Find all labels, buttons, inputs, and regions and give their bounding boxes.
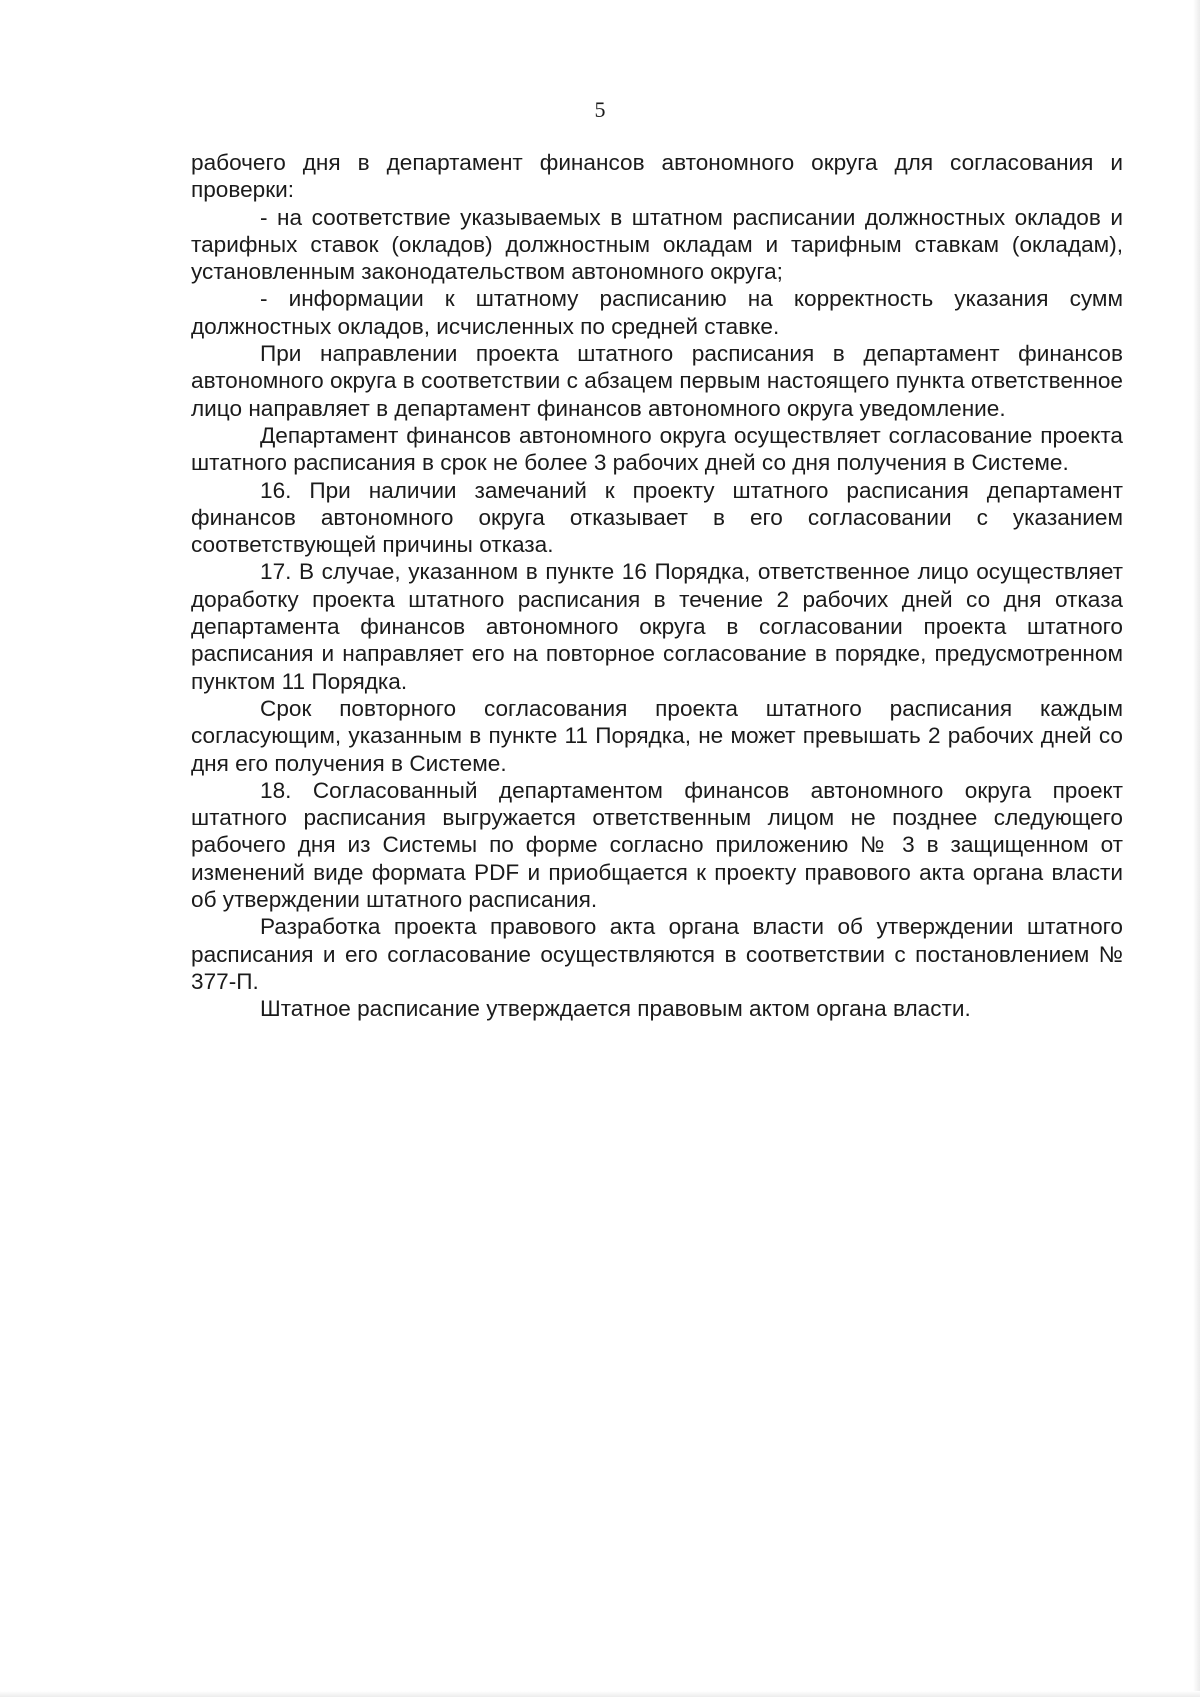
paragraph-notification: При направлении проекта штатного расписания в департамент финансов автономного округа в соответствии с абзацем первым настоящего пункта ответственное лицо направляет в департамент финансов автономного округа уведомление.: [191, 341, 1123, 421]
paragraph-repeat-approval-term: Срок повторного согласования проекта штатного расписания каждым согласующим, указанным в пункте 11 Порядка, не может превышать 2 рабочих дней со дня его получения в Системе.: [191, 695, 1123, 776]
paragraph-legal-act-development: Разработка проекта правового акта органа власти об утверждении штатного расписания и его согласование осуществляются в соответствии с постановлением № 377-П.: [191, 914, 1123, 994]
paragraph-staff-schedule-approval: Штатное расписание утверждается правовым актом органа власти.: [260, 996, 971, 1022]
paragraph-item-18: 18. Согласованный департаментом финансов автономного округа проект штатного расписания выгружается ответственным лицом не позднее следующего рабочего дня из Системы по форме согласно приложению № 3 в защищенном от изменений виде формата PDF и приобщается к проекту правового акта органа власти об утверждении штатного расписания.: [191, 777, 1123, 913]
document-body: [191, 149, 1123, 1023]
paragraph-dash-item-information: - информации к штатному расписанию на корректность указания сумм должностных окладов, исчисленных по средней ставке.: [191, 286, 1123, 339]
page-number: 5: [594, 97, 606, 122]
paragraph-continuation: рабочего дня в департамент финансов автономного округа для согласования и проверки:: [191, 150, 1123, 203]
paragraph-approval-term: Департамент финансов автономного округа осуществляет согласование проекта штатного расписания в срок не более 3 рабочих дней со дня получения в Системе.: [191, 422, 1123, 476]
paragraph-dash-item-salaries: - на соответствие указываемых в штатном расписании должностных окладов и тарифных ставок (окладов) должностным окладам и тарифным ставкам (окладам), установленным законодательством автономного округа;: [191, 204, 1123, 285]
page-right-edge: [1193, 0, 1200, 1697]
paragraph-item-17: 17. В случае, указанном в пункте 16 Порядка, ответственное лицо осуществляет доработку проекта штатного расписания в течение 2 рабочих дней со дня отказа департамента финансов автономного округа в согласовании проекта штатного расписания и направляет его на повторное согласование в порядке, предусмотренном пунктом 11 Порядка.: [191, 559, 1123, 694]
paragraph-item-16: 16. При наличии замечаний к проекту штатного расписания департамент финансов автономного округа отказывает в его согласовании с указанием соответствующей причины отказа.: [191, 477, 1123, 558]
page-bottom-edge: [0, 1691, 1200, 1697]
